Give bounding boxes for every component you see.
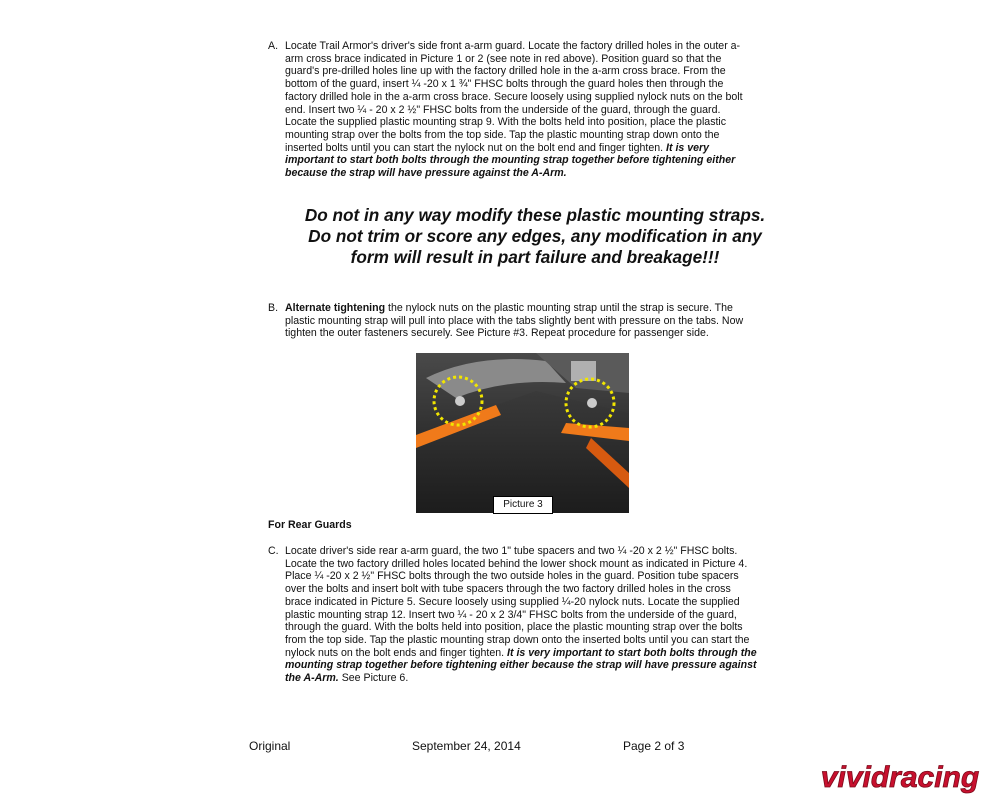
warning-notice: Do not in any way modify these plastic mounting straps. Do not trim or score any edges, any modification in any form will result in part failure and breakage!!! bbox=[304, 205, 766, 267]
step-a-text: Locate Trail Armor's driver's side front a-arm guard. Locate the factory drilled holes in the outer a-arm cross brace indicated in Picture 1 or 2 (see note in red above). Position guard so that the guard's pre-drilled holes line up with the factory drilled hole in the a-arm cross brace. From the bottom of the guard, insert ¼ -20 x 1 ¾" FHSC bolts through the guard holes then through the factory drilled hole in the a-arm cross brace. Secure loosely using supplied nylock nuts on the bolt end. Insert two ¼ - 20 x 2 ½" FHSC bolts from the underside of the guard, through the guard. Locate the supplied plastic mounting strap 9. With the bolts held into position, place the plastic mounting strap over the bolts from the top side. Tap the plastic mounting strap down onto the inserted bolts until you can start the nylock nut on the bolt end and finger tighten. bbox=[285, 40, 743, 154]
step-letter: B. bbox=[268, 302, 279, 314]
picture-caption: Picture 3 bbox=[493, 496, 553, 514]
section-heading: For Rear Guards bbox=[268, 519, 352, 531]
step-a-emphasis: It is very important to start both bolts through the mounting strap together before tightening either because the strap will have pressure against the A-Arm. bbox=[285, 141, 736, 180]
vividracing-logo bbox=[800, 755, 1000, 800]
step-b-text: the nylock nuts on the plastic mounting strap until the strap is secure. The plastic mounting strap will pull into place with the tabs slightly bent with pressure on the tabs. Now tighten the outer fasteners securely. See Picture #3. Repeat procedure for passenger side. bbox=[285, 302, 744, 340]
picture-3-photo bbox=[416, 353, 629, 513]
step-letter: A. bbox=[268, 40, 279, 52]
step-c-text: Locate driver's side rear a-arm guard, the two 1" tube spacers and two ¼ -20 x 2 ½" FHSC bolts. Locate the two factory drilled holes located behind the lower shock mount as indicated in Picture 4. Place ¼ -20 x 2 ½" FHSC bolts through the two outside holes in the guard. Position tube spacers over the bolts and insert bolt with tube spacers through the two factory drilled holes in the cross brace indicated in Picture 5. Secure loosely using supplied ¼-20 nylock nuts. Locate the supplied plastic mounting strap 12. Insert two ¼ - 20 x 2 3/4" FHSC bolts from the underside of the guard, through the guard. With the bolts held into position, place the plastic mounting strap over the bolts from the top side. Tap the plastic mounting strap down onto the inserted bolts until you can start the nylock nuts on the bolt ends and finger tighten. bbox=[285, 545, 750, 659]
footer-page-number: Page 2 of 3 bbox=[623, 739, 685, 753]
footer-original: Original bbox=[249, 739, 291, 753]
step-c-emphasis: It is very important to start both bolts through the mounting strap together before tightening either because the strap will have pressure against the A-Arm. bbox=[285, 646, 757, 685]
footer-date: September 24, 2014 bbox=[412, 739, 521, 753]
step-letter: C. bbox=[268, 545, 279, 557]
step-b-lead: Alternate tightening bbox=[285, 302, 386, 314]
logo-wordmark: vividracing bbox=[820, 761, 980, 794]
step-b-body bbox=[285, 302, 748, 340]
step-c-tail: See Picture 6. bbox=[341, 672, 409, 685]
step-a-body bbox=[285, 40, 748, 180]
step-c-body bbox=[285, 545, 758, 685]
